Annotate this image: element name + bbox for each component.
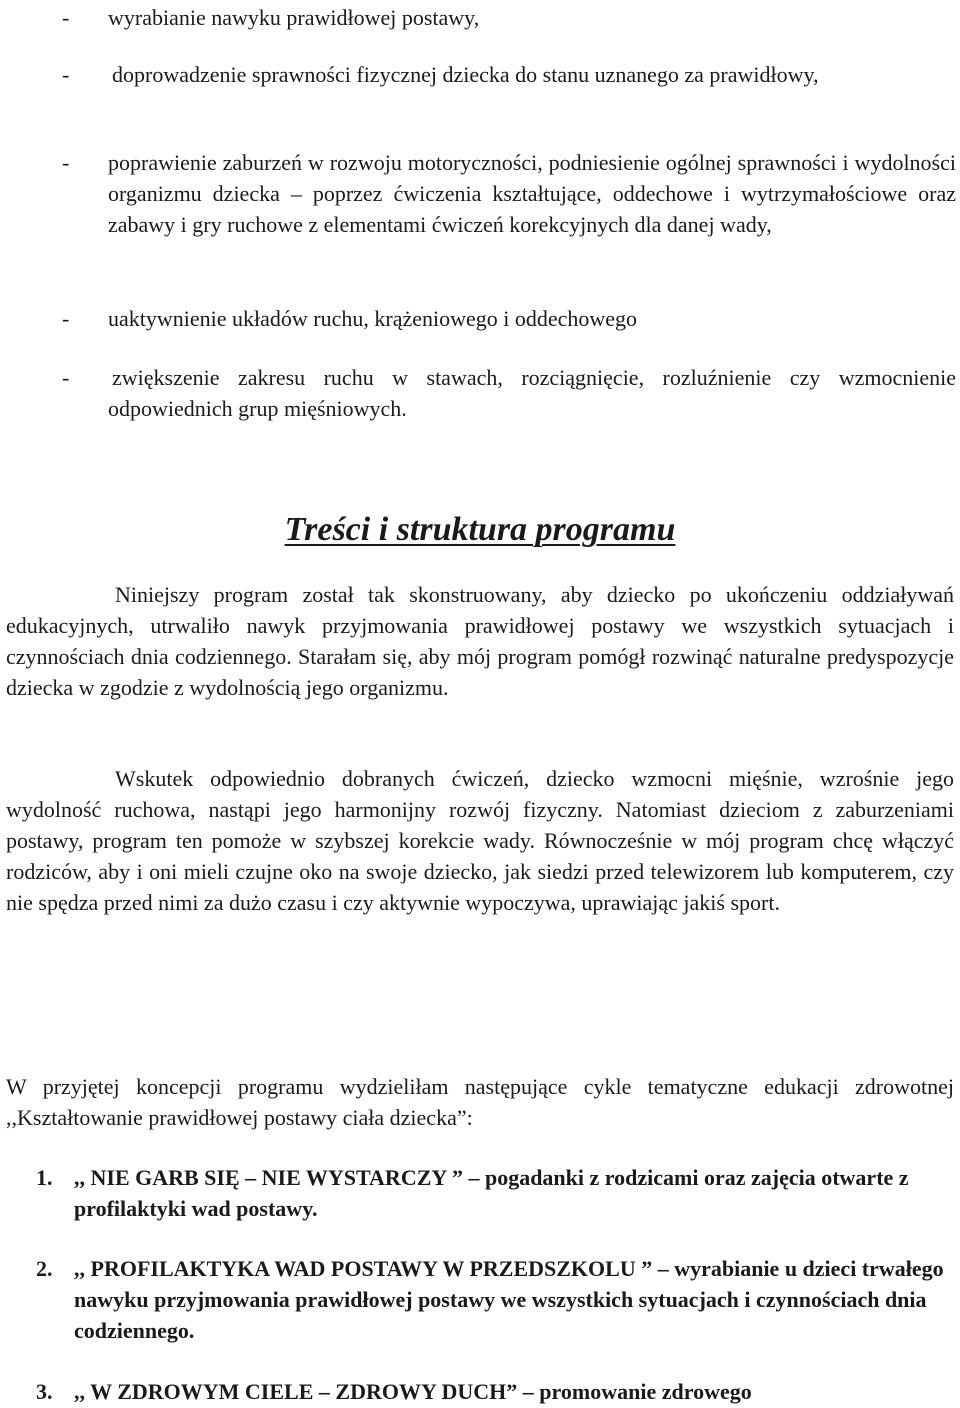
bullet-item (62, 59, 956, 90)
bullet-text: doprowadzenie sprawności fizycznej dziecka do stanu uznanego za prawidłowy, (112, 62, 819, 87)
item-number: 2. (36, 1256, 53, 1281)
bullet-item (62, 362, 956, 424)
bullet-item (62, 2, 956, 33)
item-text: ,, W ZDROWYM CIELE – ZDROWY DUCH” – promowanie zdrowego (74, 1379, 752, 1404)
numbered-item (36, 1376, 948, 1407)
bullet-text: uaktywnienie układów ruchu, krążeniowego i oddechowego (108, 306, 638, 331)
item-number: 1. (36, 1165, 53, 1190)
section-heading: Treści i struktura programu (284, 511, 676, 548)
bullet-dash: - (62, 150, 70, 175)
numbered-item (36, 1162, 948, 1224)
numbered-item (36, 1253, 948, 1346)
bullet-dash: - (62, 62, 70, 87)
body-paragraph: Niniejszy program został tak skonstruowany, aby dziecko po ukończeniu oddziaływań edukacyjnych, utrwaliło nawyk przyjmowania prawidłowej postawy we wszystkich sytuacjach i czynnościach dnia codziennego. Starałam się, aby mój program pomógł rozwinąć naturalne predyspozycje dziecka w zgodzie z wydolnością jego organizmu. (6, 582, 954, 700)
item-number: 3. (36, 1379, 53, 1404)
bullet-text: wyrabianie nawyku prawidłowej postawy, (108, 5, 480, 30)
body-paragraph: W przyjętej koncepcji programu wydzieliłam następujące cykle tematyczne edukacji zdrowotnej ,,Kształtowanie prawidłowej postawy ciała dziecka”: (6, 1074, 954, 1130)
bullet-item (62, 147, 956, 240)
body-paragraph: Wskutek odpowiednio dobranych ćwiczeń, dziecko wzmocni mięśnie, wzrośnie jego wydolność ruchowa, nastąpi jego harmonijny rozwój fizyczny. Natomiast dzieciom z zaburzeniami postawy, program ten pomoże w szybszej korekcie wady. Równocześnie w mój program chcę włączyć rodziców, aby i oni mieli czujne oko na swoje dziecko, jak siedzi przed telewizorem lub komputerem, czy nie spędza przed nimi za dużo czasu i czy aktywnie wypoczywa, uprawiając jakiś sport. (6, 766, 954, 915)
bullet-text: zwiększenie zakresu ruchu w stawach, rozciągnięcie, rozluźnienie czy wzmocnienie odpowiednich grup mięśniowych. (108, 365, 956, 421)
bullet-dash: - (62, 306, 70, 331)
item-text: ,, PROFILAKTYKA WAD POSTAWY W PRZEDSZKOLU ” – wyrabianie u dzieci trwałego nawyku przyjmowania prawidłowej postawy we wszystkich sytuacjach i czynnościach dnia codziennego. (74, 1256, 944, 1343)
bullet-item (62, 303, 956, 334)
bullet-dash: - (62, 5, 70, 30)
item-text: ,, NIE GARB SIĘ – NIE WYSTARCZY ” – pogadanki z rodzicami oraz zajęcia otwarte z profilaktyki wad postawy. (74, 1165, 909, 1221)
bullet-dash: - (62, 365, 70, 390)
bullet-text: poprawienie zaburzeń w rozwoju motoryczności, podniesienie ogólnej sprawności i wydolności organizmu dziecka – poprzez ćwiczenia kształtujące, oddechowe i wytrzymałościowe oraz zabawy i gry ruchowe z elementami ćwiczeń korekcyjnych dla danej wady, (108, 150, 956, 237)
